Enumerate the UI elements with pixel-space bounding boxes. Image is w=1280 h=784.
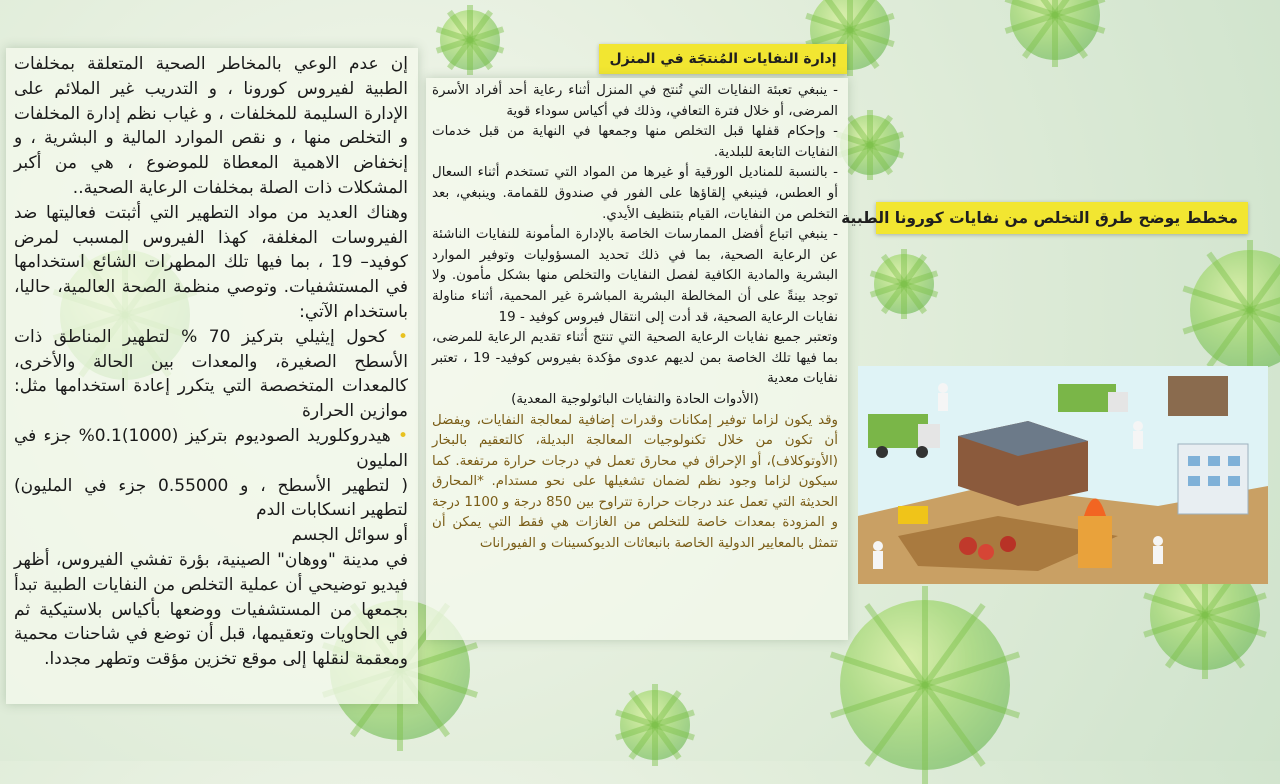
- intro-paragraph: إن عدم الوعي بالمخاطر الصحية المتعلقة بمخلفات الطبية لفيروس كورونا ، و التدريب غير الملائم على الإدارة السليمة للمخلفات ، و غياب نظم إدارة المخلفات و التخلص منها ، و نقص الموارد المالية و البشرية ، و إنخفاض الاهمية المعطاة للموضوع ، هي من أكبر المشكلات ذات الصلة بمخلفات الرعاية الصحية..: [14, 54, 408, 198]
- virus-spike: [922, 685, 928, 784]
- virus-spike: [922, 586, 928, 685]
- virus-decoration: [1190, 250, 1280, 370]
- wuhan-paragraph: في مدينة "ووهان" الصينية، بؤرة تفشي الفيروس، أظهر فيديو توضيحي أن عملية التخلص من النفايات الطبية تبدأ بجمعها من المستشفيات ووضعها بأكياس بلاستيكية ثم في الحاويات وتعقيمها، قبل أن توضع في شاحنات محمية ومعقمة لنقلها إلى موقع تخزين مؤقت وتطهر مجددا.: [14, 549, 408, 670]
- waste-bag-icon: [978, 544, 994, 560]
- ethanol-bullet: • كحول إيثيلي بتركيز 70 % لتطهير المناطق ذات الأسطح الصغيرة، والمعدات بين الحالة والأخرى، كالمعدات المتخصصة التي يتكرر إعادة استخدامها مثل: موازين الحرارة: [14, 325, 408, 424]
- virus-spike: [1202, 615, 1208, 679]
- virus-decoration: [874, 254, 934, 314]
- left-text-panel: [6, 48, 418, 704]
- surfaces-line: ( لتطهير الأسطح ، و 0.55000 جزء في المليون) لتطهير انسكابات الدم: [14, 475, 408, 521]
- virus-decoration: [620, 690, 690, 760]
- home-waste-panel: [426, 78, 848, 640]
- incinerator-icon: [1078, 516, 1112, 568]
- home-waste-paragraph: وتعتبر جميع نفايات الرعاية الصحية التي تنتج أثناء تقديم الرعاية للمرضى، بما فيها تلك الخاصة بمن لديهم عدوى مؤكدة بفيروس كوفيد- 19 ، تعتبر نفايات معدية: [432, 330, 838, 387]
- worker-icon: [1133, 421, 1143, 431]
- worker-icon: [1153, 536, 1163, 546]
- bulldozer-icon: [898, 506, 928, 524]
- incinerator-paragraph: وقد يكون لزاما توفير إمكانات وقدرات إضافية لمعالجة النفايات، ويفضل أن تكون من خلال تكنولوجيات المعالجة البديلة، كالتعقيم بالبخار (الأوتوكلاف)، أو الإحراق في محارق تعمل في درجات حرارة مرتفعة. كما سيكون لزاما وجود نظم لضمان تشغيلها على نحو مستدام. *المحارق الحديثة التي تعمل عند درجات حرارة تتراوح بين 850 درجة و 1100 درجة و المزودة بمعدات خاصة للتخلص من الغازات هي فقط التي يمكن أن تتمثل بالمعايير الدولية الخاصة بانبعاثات الديوكسينات و الفيورانات: [432, 412, 839, 552]
- worker-icon: [873, 541, 883, 551]
- virus-decoration: [840, 600, 1010, 770]
- virus-decoration: [840, 115, 900, 175]
- home-waste-paragraph: - ينبغي اتباع أفضل الممارسات الخاصة بالإدارة المأمونة للنفايات الناشئة عن الرعاية الصحية، بما في ذلك تحديد المسؤوليات وتوفير الموارد البشرية والمادية الكافية لفصل النفايات والتخلص منها بشكل مأمون. ولا توجد بينةً على أن المخالطة البشرية المباشرة غير المحمية، أثناء مناولة نفايات الرعاية الصحية، قد أدت إلى انتقال فيروس كوفيد - 19: [432, 227, 838, 325]
- virus-spike: [1247, 240, 1253, 310]
- home-waste-paragraph: - بالنسبة للمناديل الورقية أو غيرها من المواد التي تستخدم أثناء السعال أو العطس، فينبغي إلقاؤها على الفور في صندوق للقمامة. وينبغي، بعد التخلص من النفايات، القيام بتنظيف الأيدي.: [432, 165, 838, 222]
- waste-disposal-diagram: [858, 366, 1268, 584]
- worker-icon: [938, 383, 948, 393]
- waste-container-icon: [1168, 376, 1228, 416]
- fluids-line: أو سوائل الجسم: [291, 525, 408, 546]
- home-waste-title: إدارة النفايات المُنتجَة في المنزل: [599, 44, 847, 74]
- waste-bag-icon: [959, 537, 977, 555]
- home-waste-paragraph: - وإحكام قفلها قبل التخلص منها وجمعها في النهاية من قبل خدمات النفايات التابعة للبلدية.: [432, 124, 838, 160]
- hypochlorite-bullet: • هيدروكلوريد الصوديوم بتركيز (1000)0.1% جزء في المليون: [14, 424, 408, 474]
- waste-bag-icon: [1000, 536, 1016, 552]
- disinfectants-paragraph: وهناك العديد من مواد التطهير التي أثبتت فعاليتها ضد الفيروسات المغلفة، كهذا الفيروس المسبب لمرض كوفيد– 19 ، بما فيها تلك المطهرات الشائع استخدامها في المستشفيات. وتوصي منظمة الصحة العالمية، حاليا، باستخدام الآتي:: [14, 202, 408, 322]
- home-waste-paragraph: - ينبغي تعبئة النفايات التي تُنتج في المنزل أثناء رعاية أحد أفراد الأسرة المرضى، أو خلال فترة التعافي، وذلك في أكياس سوداء قوية: [432, 83, 838, 119]
- garbage-truck-icon: [1058, 384, 1116, 412]
- home-waste-paragraph: (الأدوات الحادة والنفايات الباثولوجية المعدية): [511, 391, 759, 407]
- virus-decoration: [440, 10, 500, 70]
- diagram-title: مخطط يوضح طرق التخلص من نفايات كورونا الطبية: [876, 202, 1248, 234]
- virus-decoration: [1010, 0, 1100, 60]
- waste-disposal-illustration: [858, 366, 1268, 584]
